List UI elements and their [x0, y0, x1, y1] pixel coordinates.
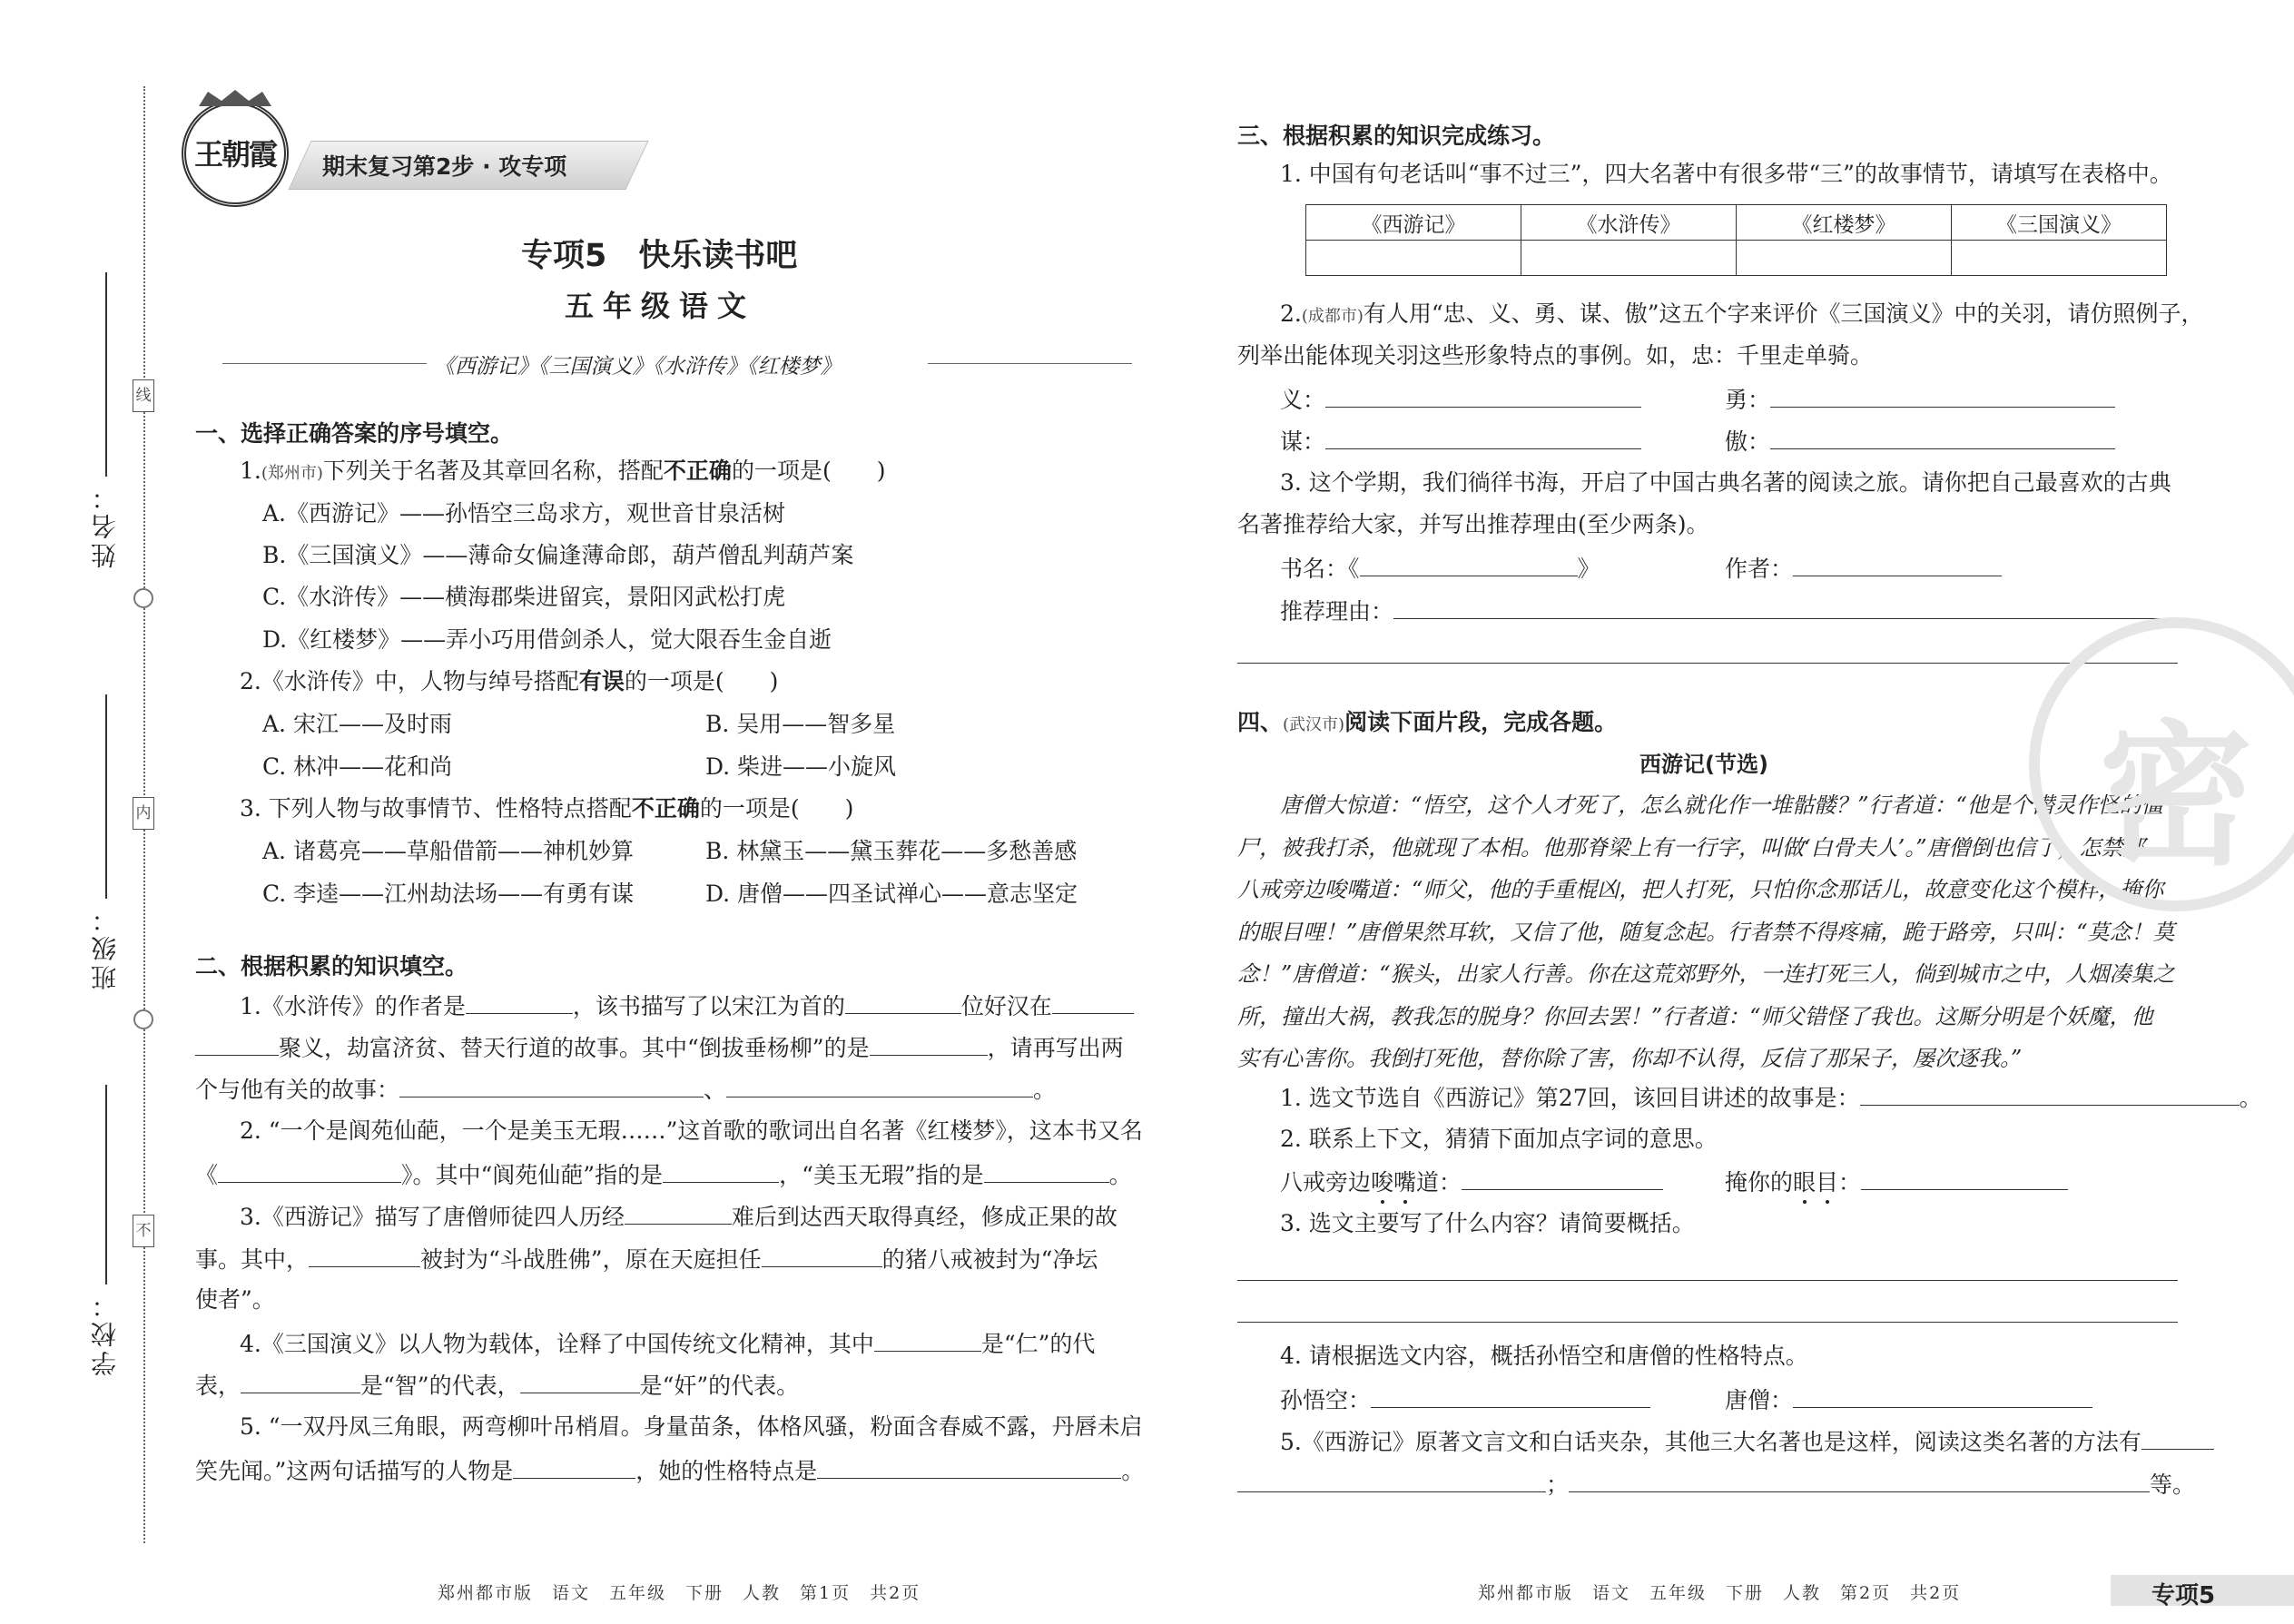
- s1-question-3: 3. 下列人物与故事情节、性格特点搭配不正确的一项是( ): [240, 795, 854, 822]
- section-2-heading: 二、根据积累的知识填空。: [195, 953, 468, 979]
- class-label: 班级：: [90, 903, 120, 990]
- s4-question-5: 5.《西游记》原著文言文和白话夹杂，其他三大名著也是这样，阅读这类名著的方法有: [1280, 1427, 2214, 1456]
- section-3-heading: 三、根据积累的知识完成练习。: [1237, 123, 1556, 149]
- s3-question-2: 2.(成都市)有人用“忠、义、勇、谋、傲”这五个字来评价《三国演义》中的关羽，请仿照例子，: [1280, 300, 2204, 327]
- name-field[interactable]: [105, 272, 107, 477]
- s3-reason-field: 推荐理由：: [1280, 596, 2185, 625]
- passage-line: 尸，被我打杀，他就现了本相。他那脊梁上有一行字，叫做‘白骨夫人’。”唐僧倒也信了，怎禁那: [1237, 835, 2145, 861]
- footer-tag: 专项5: [2151, 1582, 2216, 1609]
- answer-blank[interactable]: [2141, 1427, 2214, 1450]
- answer-blank[interactable]: [1371, 1385, 1650, 1408]
- table-answer-cell[interactable]: [1952, 241, 2167, 276]
- answer-line[interactable]: [1237, 1280, 2178, 1281]
- table-header-cell: 《三国演义》: [1952, 205, 2167, 241]
- answer-blank[interactable]: [1237, 1470, 1546, 1492]
- table-answer-cell[interactable]: [1521, 241, 1737, 276]
- answer-blank[interactable]: [817, 1456, 1121, 1479]
- table-answer-cell[interactable]: [1306, 241, 1521, 276]
- passage-line: 实有心害你。我倒打死他，替你除了害，你却不认得，反信了那呆子，屡次逐我。”: [1237, 1046, 2023, 1071]
- s4-wukong-field: 孙悟空：: [1280, 1385, 1650, 1414]
- section-4-heading: 四、(武汉市)阅读下面片段，完成各题。: [1237, 709, 1618, 735]
- answer-blank[interactable]: [1861, 1167, 2068, 1190]
- answer-blank[interactable]: [195, 1033, 279, 1056]
- passage-line: 的眼目哩！”唐僧果然耳软，又信了他，随复念起。行者禁不得疼痛，跪于路旁，只叫：“莫念！莫: [1237, 920, 2175, 945]
- answer-blank[interactable]: [399, 1075, 704, 1097]
- s1-question-1: 1.(郑州市)下列关于名著及其章回名称，搭配不正确的一项是( ): [240, 458, 886, 484]
- answer-blank[interactable]: [466, 991, 573, 1014]
- answer-blank[interactable]: [874, 1329, 981, 1352]
- book-list: 《西游记》《三国演义》《水浒传》《红楼梦》: [434, 355, 842, 379]
- answer-blank[interactable]: [513, 1456, 635, 1479]
- s1-q1-option[interactable]: C.《水浒传》——横海郡柴进留宾，景阳冈武松打虎: [262, 584, 786, 610]
- secret-stamp: 密: [2029, 617, 2294, 911]
- banner-text: 期末复习第2步 · 攻专项: [322, 153, 567, 180]
- answer-blank[interactable]: [241, 1371, 360, 1393]
- answer-blank[interactable]: [1325, 385, 1641, 408]
- school-field[interactable]: [105, 1085, 107, 1284]
- s4-question-3: 3. 选文主要写了什么内容？请简要概括。: [1280, 1210, 1695, 1236]
- answer-blank[interactable]: [1462, 1167, 1663, 1190]
- s1-q2-option[interactable]: D. 柴进——小旋风: [705, 753, 897, 780]
- s1-q3-option[interactable]: B. 林黛玉——黛玉葬花——多愁善感: [705, 838, 1078, 864]
- answer-blank[interactable]: [1770, 385, 2115, 408]
- s2-question-3-cont: 事。其中， 被封为“斗战胜佛”，原在天庭担任 的猪八戒被封为“净坛: [195, 1246, 1098, 1273]
- s4-question-1: 1. 选文节选自《西游记》第27回，该回目讲述的故事是： 。: [1280, 1085, 2262, 1111]
- answer-blank[interactable]: [1393, 596, 2185, 619]
- footer-right: 郑州都市版 语文 五年级 下册 人教 第2页 共2页: [1478, 1583, 1962, 1603]
- answer-blank[interactable]: [1360, 554, 1578, 576]
- brand-logo: [182, 100, 289, 207]
- cut-char: 线: [133, 379, 154, 412]
- s1-q1-option[interactable]: B.《三国演义》——薄命女偏逢薄命郎，葫芦僧乱判葫芦案: [262, 542, 854, 568]
- answer-blank[interactable]: [870, 1033, 988, 1056]
- s3-field-yong: 勇：: [1725, 385, 2115, 414]
- s2-question-2: 2. “一个是阆苑仙葩，一个是美玉无瑕……”这首歌的歌词出自名著《红楼梦》，这本书又名: [240, 1117, 1143, 1144]
- table-header-cell: 《西游记》: [1306, 205, 1521, 241]
- answer-blank[interactable]: [845, 991, 961, 1014]
- s2-question-2-cont: 《 》。其中“阆苑仙葩”指的是 ，“美玉无瑕”指的是 。: [195, 1162, 1132, 1188]
- s3-field-ao: 傲：: [1725, 427, 2115, 456]
- answer-blank[interactable]: [218, 1160, 401, 1183]
- answer-line[interactable]: [1237, 663, 2178, 664]
- school-label: 学校：: [90, 1289, 120, 1376]
- s3-book-field: 书名：《 》: [1280, 556, 1600, 582]
- section-1-heading: 一、选择正确答案的序号填空。: [195, 420, 514, 447]
- answer-blank[interactable]: [309, 1245, 420, 1267]
- s1-q3-option[interactable]: A. 诸葛亮——草船借箭——神机妙算: [262, 838, 634, 864]
- passage-line: 念！”唐僧道：“猴头，出家人行善。你在这荒郊野外，一连打死三人，倘到城市之中，人烟凑集之: [1237, 961, 2175, 987]
- answer-blank[interactable]: [1793, 554, 2002, 576]
- s3-question-1: 1. 中国有句老话叫“事不过三”，四大名著中有很多带“三”的故事情节，请填写在表格中。: [1280, 161, 2172, 187]
- cut-char: 内: [133, 797, 154, 830]
- table-answer-cell[interactable]: [1737, 241, 1952, 276]
- s1-question-2: 2.《水浒传》中，人物与绰号搭配有误的一项是( ): [240, 668, 779, 694]
- crown-icon: [194, 88, 276, 108]
- passage-line: 唐僧大惊道：“悟空，这个人才死了，怎么就化作一堆骷髅？”行者道：“他是个潜灵作怪的僵: [1280, 792, 2163, 818]
- passage-line: 八戒旁边唆嘴道：“师父，他的手重棍凶，把人打死，只怕你念那话儿，故意变化这个模样，掩你: [1237, 877, 2164, 902]
- divider: [222, 363, 427, 364]
- s2-question-4-cont: 表， 是“智”的代表， 是“奸”的代表。: [195, 1373, 800, 1399]
- binding-hole: [133, 1009, 153, 1029]
- s4-question-4: 4. 请根据选文内容，概括孙悟空和唐僧的性格特点。: [1280, 1343, 1808, 1369]
- s3-author-field: 作者：: [1725, 554, 2002, 583]
- answer-blank[interactable]: [520, 1371, 640, 1393]
- page-subtitle: 五年级语文: [565, 289, 756, 323]
- answer-blank[interactable]: [1860, 1083, 2240, 1106]
- s2-question-1-cont: 聚义，劫富济贫、替天行道的故事。其中“倒拔垂杨柳”的是 ，请再写出两: [195, 1033, 1124, 1062]
- s2-question-5-cont: 笑先闻。”这两句话描写的人物是 ，她的性格特点是 。: [195, 1458, 1145, 1484]
- cut-char: 不: [133, 1215, 154, 1247]
- answer-line[interactable]: [1237, 1322, 2178, 1323]
- name-label: 姓名：: [90, 481, 120, 568]
- s3-field-mou: 谋：: [1280, 427, 1641, 456]
- s4-question-5-cont: ； 等。: [1237, 1470, 2195, 1499]
- answer-blank[interactable]: [762, 1245, 882, 1267]
- answer-blank[interactable]: [663, 1160, 779, 1183]
- s4-question-2: 2. 联系上下文，猜猜下面加点字词的意思。: [1280, 1126, 1718, 1152]
- s3-field-yi: 义：: [1280, 385, 1641, 414]
- s3-question-3-cont: 名著推荐给大家，并写出推荐理由(至少两条)。: [1237, 511, 1709, 537]
- answer-blank[interactable]: [1325, 427, 1641, 449]
- class-field[interactable]: [105, 694, 107, 899]
- table-header-cell: 《水浒传》: [1521, 205, 1737, 241]
- answer-blank[interactable]: [1569, 1470, 2150, 1492]
- s4-word-2: 掩你的眼目：: [1725, 1167, 2068, 1196]
- s1-q2-option[interactable]: A. 宋江——及时雨: [262, 711, 452, 737]
- s1-q3-option[interactable]: C. 李逵——江州劫法场——有勇有谋: [262, 881, 635, 907]
- s2-question-5: 5. “一双丹凤三角眼，两弯柳叶吊梢眉。身量苗条，体格风骚，粉面含春威不露，丹唇未启: [240, 1413, 1143, 1440]
- s1-q3-option[interactable]: D. 唐僧——四圣试禅心——意志坚定: [705, 881, 1078, 907]
- answer-blank[interactable]: [984, 1160, 1109, 1183]
- s1-q1-option[interactable]: D.《红楼梦》——弄小巧用借剑杀人，觉大限吞生金自逝: [262, 626, 832, 653]
- passage-line: 所，撞出大祸，教我怎的脱身？你回去罢！”行者道：“师父错怪了我也。这厮分明是个妖魔，他: [1237, 1004, 2153, 1029]
- answer-blank[interactable]: [1052, 991, 1134, 1014]
- s1-q2-option[interactable]: C. 林冲——花和尚: [262, 753, 453, 780]
- answer-blank[interactable]: [1770, 427, 2115, 449]
- logo-text: 王朝霞: [193, 137, 276, 172]
- page-title: 专项5 快乐读书吧: [521, 238, 798, 274]
- passage-title: 西游记(节选): [1639, 752, 1768, 777]
- s2-question-1: 1.《水浒传》的作者是 ，该书描写了以宋江为首的 位好汉在: [240, 991, 1134, 1020]
- s2-question-3-cont: 使者”。: [195, 1286, 275, 1313]
- table-header-cell: 《红楼梦》: [1737, 205, 1952, 241]
- footer-left: 郑州都市版 语文 五年级 下册 人教 第1页 共2页: [438, 1583, 921, 1603]
- answer-blank[interactable]: [1793, 1385, 2092, 1408]
- s4-tangseng-field: 唐僧：: [1725, 1385, 2092, 1414]
- s4-word-1: 八戒旁边唆嘴道：: [1280, 1167, 1663, 1196]
- s3-table: [1305, 204, 2167, 276]
- s3-question-3: 3. 这个学期，我们徜徉书海，开启了中国古典名著的阅读之旅。请你把自己最喜欢的古典: [1280, 469, 2171, 496]
- s2-question-3: 3.《西游记》描写了唐僧师徒四人历经 难后到达西天取得真经，修成正果的故: [240, 1204, 1117, 1230]
- binding-hole: [133, 588, 153, 608]
- answer-blank[interactable]: [625, 1202, 732, 1225]
- s1-q1-option[interactable]: A.《西游记》——孙悟空三岛求方，观世音甘泉活树: [262, 500, 786, 527]
- s3-question-2-cont: 列举出能体现关羽这些形象特点的事例。如，忠：千里走单骑。: [1237, 342, 1874, 369]
- s2-question-1-cont: 个与他有关的故事： 、 。: [195, 1077, 1057, 1103]
- s2-question-4: 4.《三国演义》以人物为载体，诠释了中国传统文化精神，其中 是“仁”的代: [240, 1331, 1096, 1357]
- answer-blank[interactable]: [726, 1075, 1033, 1097]
- divider: [928, 363, 1132, 364]
- s1-q2-option[interactable]: B. 吴用——智多星: [705, 711, 896, 737]
